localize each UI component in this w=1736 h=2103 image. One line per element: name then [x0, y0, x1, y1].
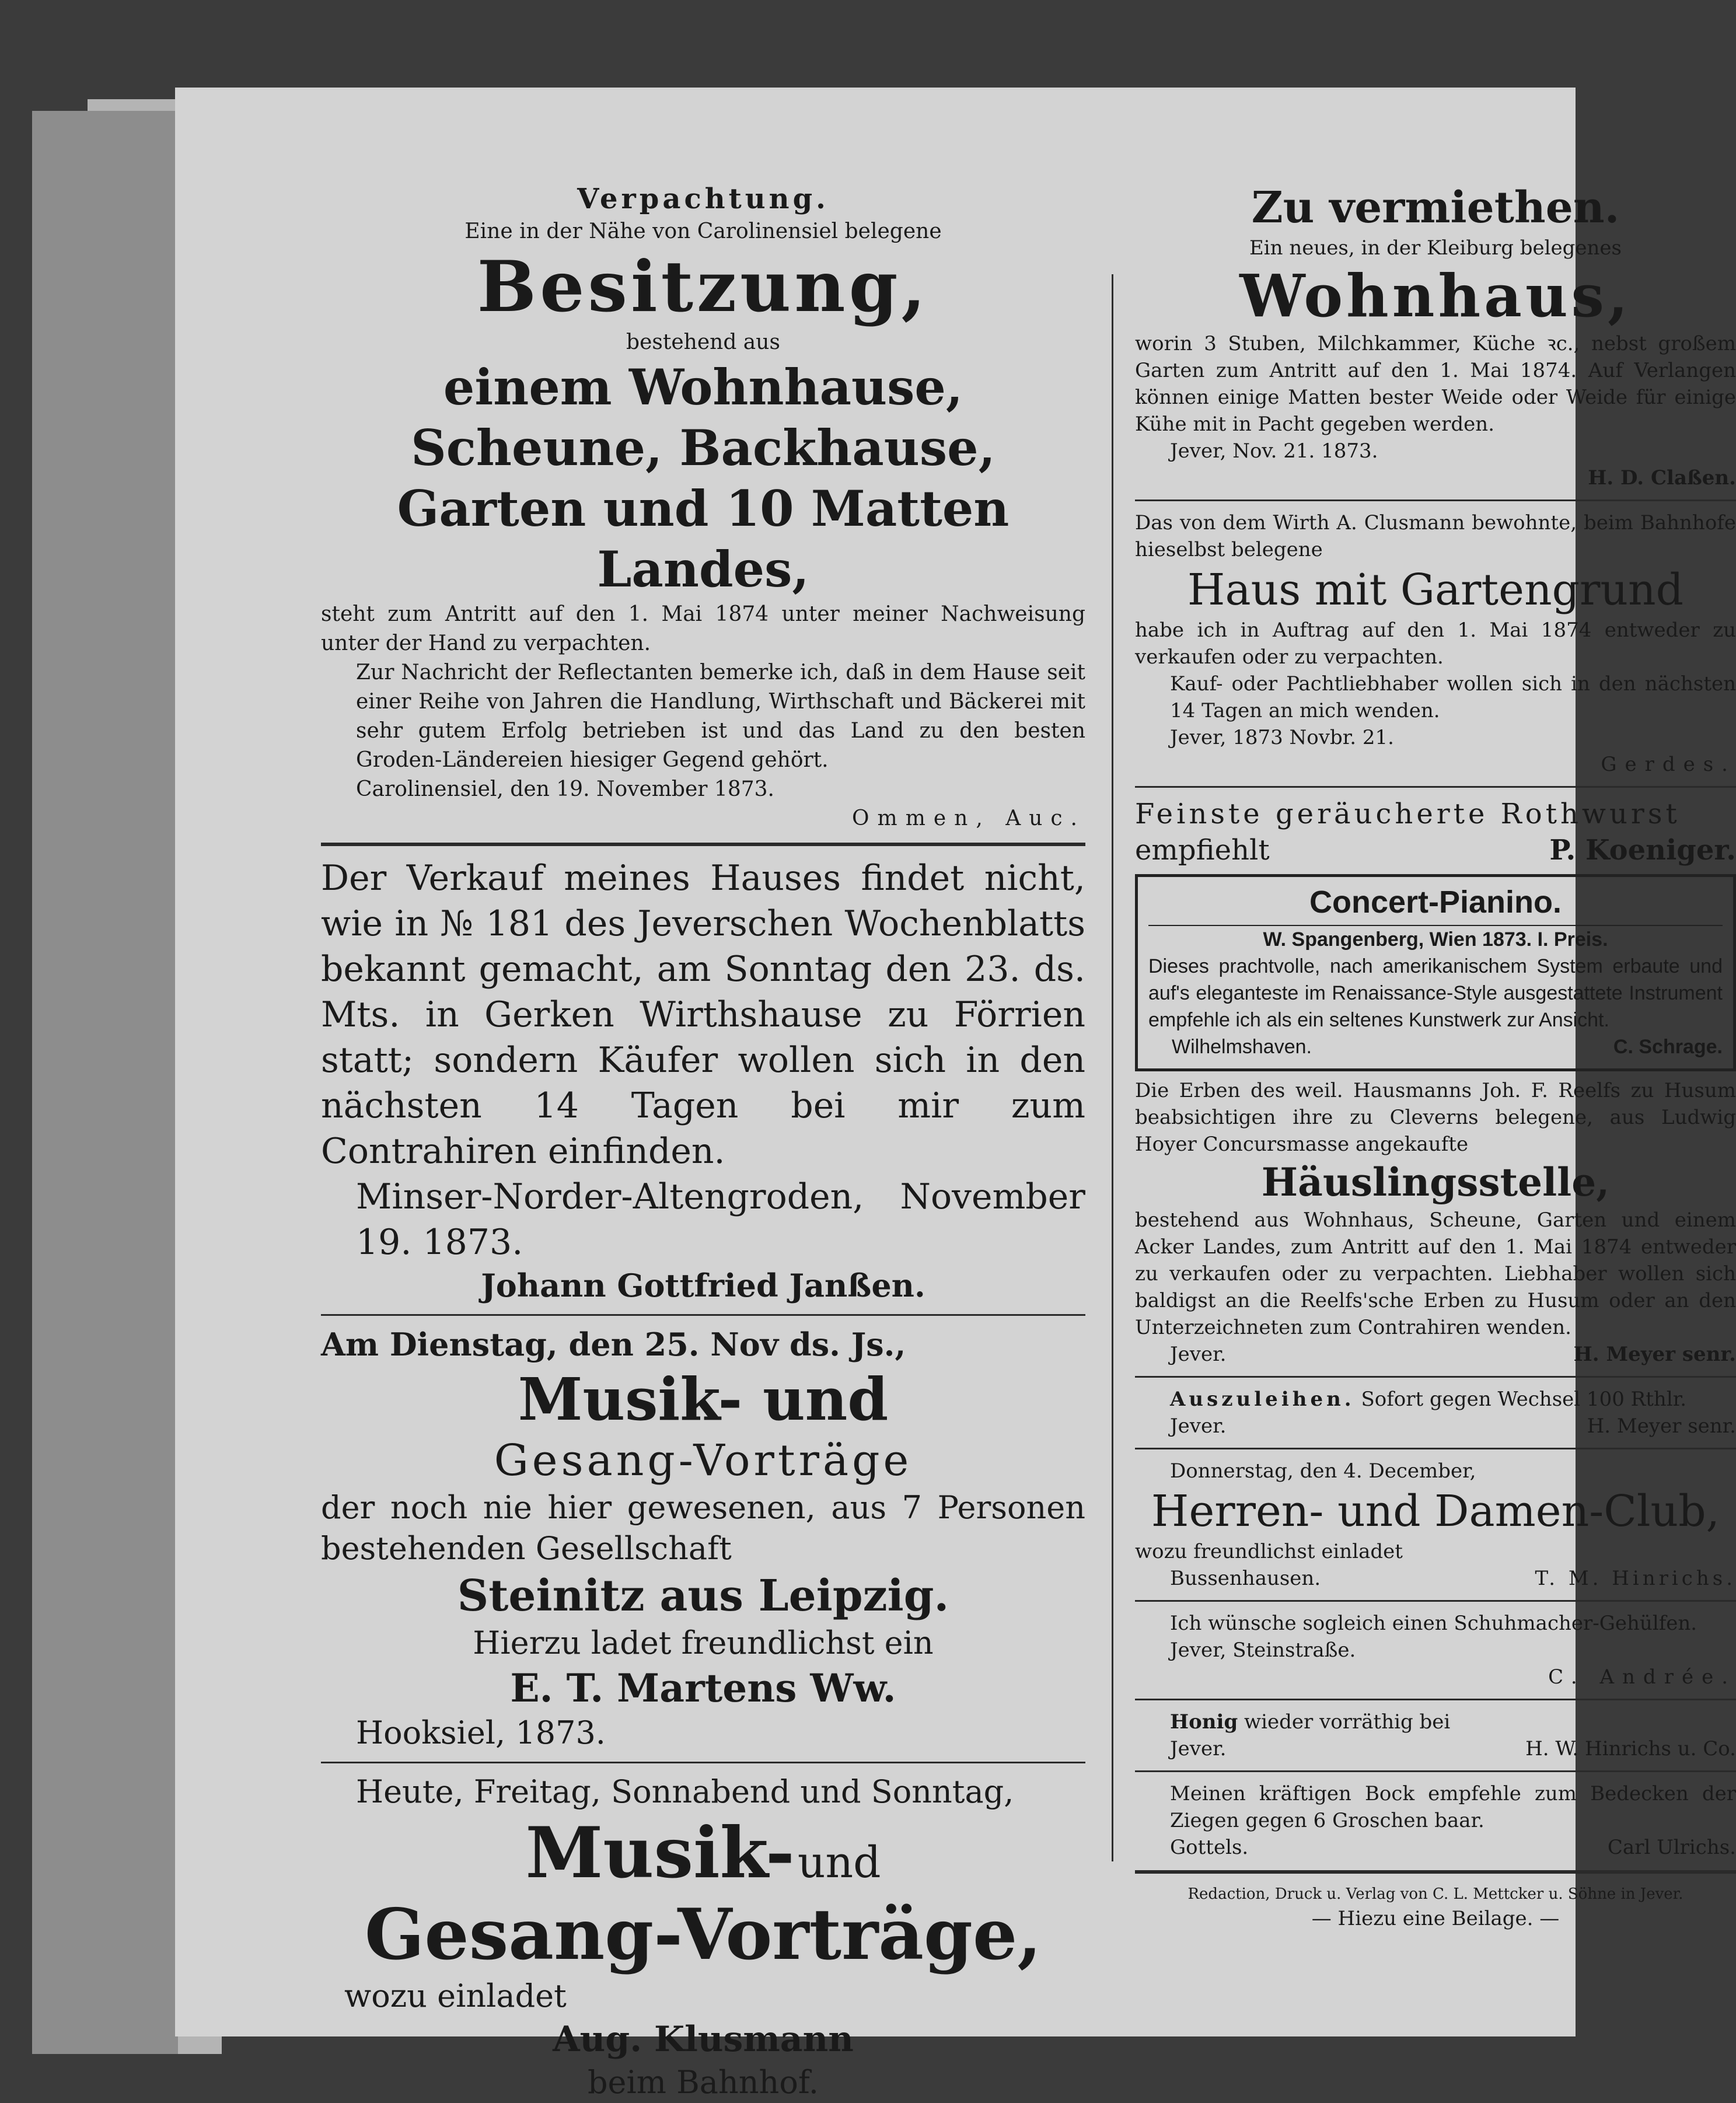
ad-signature: T. M. Hinrichs. [1535, 1567, 1736, 1590]
ad-place: Jever. [1170, 1414, 1227, 1438]
ad-zu-vermiethen [1135, 181, 1736, 491]
ad-place: Jever. [1170, 1737, 1227, 1760]
ad-body: Der Verkauf meines Hauses findet nicht, wie in № 181 des Jeverschen Wochenblatts bekannt gemacht, am Sonntag den 23. ds. Mts. in Gerken Wirthshause zu Förrien statt; sondern Käufer wollen sich in den nächsten 14 Tagen bei mir zum Contrahiren einfinden. [321, 858, 1085, 1172]
ad-bock [1135, 1780, 1736, 1861]
ad-body-row [1135, 1709, 1736, 1735]
ad-body: worin 3 Stuben, Milchkammer, Küche ꝛc., nebst großem Garten zum Antritt auf den 1. Mai 1874. Auf Verlangen können einige Matten bester Weide oder Weide für einige Kühe mit in Pacht gegeben werden. [1135, 332, 1736, 436]
ad-body: wieder vorräthig bei [1244, 1710, 1451, 1734]
ad-signature: Johann Gottfried Janßen. [481, 1267, 925, 1304]
ad-headline: Herren- und Damen-Club, [1151, 1486, 1720, 1536]
ad-body: steht zum Antritt auf den 1. Mai 1874 unter meiner Nachweisung unter der Hand zu verpachten. [321, 602, 1085, 655]
ad-body-row [1135, 1386, 1736, 1413]
ad-title: Concert-Pianino. [1309, 885, 1562, 920]
ad-signature: Carl Ulrichs. [1607, 1836, 1736, 1859]
ad-headline: Häuslingsstelle, [1261, 1159, 1610, 1205]
ad-line: Feinste geräucherte Rothwurst [1135, 798, 1681, 830]
ad-body: bestehend aus Wohnhaus, Scheune, Garten und einem Acker Landes, zum Antritt auf den 1. Mai 1874 entweder zu verkaufen oder zu verpachten. Liebhaber wollen sich baldigst an die Reelfs'sche Erben zu Husum oder an den Unterzeichneten zum Contrahiren wenden. [1135, 1208, 1736, 1339]
ad-separator [1135, 499, 1736, 501]
ad-haus-gartengrund [1135, 509, 1736, 778]
ad-signature: H. Meyer senr. [1587, 1414, 1736, 1438]
imprint: Redaction, Druck u. Verlag von C. L. Mettcker u. Söhne in Jever. [1187, 1885, 1683, 1903]
ad-signature: P. Koeniger. [1549, 834, 1736, 867]
ad-verpachtung [321, 181, 1085, 833]
ad-item: Scheune, Backhause, [411, 419, 996, 477]
ad-separator [321, 1314, 1085, 1316]
ad-title: Verpachtung. [577, 183, 829, 215]
ad-headline: Musik- und [518, 1365, 889, 1434]
ad-konzert-klusmann [321, 1772, 1085, 2103]
ad-title: Auszuleihen. [1170, 1388, 1355, 1411]
ad-item: Garten und 10 Matten [397, 480, 1010, 537]
ad-body: Dieses prachtvolle, nach amerikanischem System erbaute und auf's eleganteste im Renaissance-Style ausgestattete Instrument empfehle ich als ein seltenes Kunstwerk zur Ansicht. [1148, 955, 1723, 1031]
newspaper-page [175, 88, 1736, 2101]
ad-signature: H. Meyer senr. [1573, 1343, 1736, 1366]
ad-footer-row [1135, 1834, 1736, 1861]
ad-haeuslingsstelle [1135, 1077, 1736, 1368]
ad-separator [1135, 1770, 1736, 1772]
ad-konzert-martens [321, 1324, 1085, 1753]
ad-footer-row [1148, 1033, 1723, 1060]
ad-signature: C. Schrage. [1613, 1036, 1723, 1058]
ad-headline: Haus mit Gartengrund [1187, 565, 1684, 615]
page-footer [1135, 1883, 1736, 1932]
ad-headline-und: und [797, 1837, 881, 1888]
ad-footer-row [1135, 1565, 1736, 1592]
right-column [1135, 181, 1736, 1932]
ad-date-line: Am Dienstag, den 25. Nov ds. Js., [321, 1326, 906, 1363]
ad-headline: Wohnhaus, [1239, 261, 1632, 330]
ad-invite: wozu einladet [344, 1978, 567, 2014]
ad-place: Gottels. [1170, 1836, 1249, 1859]
ad-separator [1135, 786, 1736, 788]
ad-body: Kauf- oder Pachtliebhaber wollen sich in den nächsten 14 Tagen an mich wenden. [1170, 672, 1736, 722]
ad-footer-row [1135, 1735, 1736, 1762]
ad-intro: Ein neues, in der Kleiburg belegenes [1249, 236, 1622, 260]
ad-place: Bussenhausen. [1170, 1567, 1321, 1590]
ad-invite: wozu freundlichst einladet [1135, 1540, 1403, 1563]
ad-separator [1135, 1600, 1736, 1602]
ad-place-date: Jever, Nov. 21. 1873. [1170, 439, 1378, 463]
ad-headline: Gesang-Vorträge [494, 1435, 913, 1486]
ad-item: Landes, [597, 540, 809, 598]
ad-line: empfiehlt [1135, 834, 1270, 867]
ad-place-date: Minser-Norder-Altengroden, November 19. 1873. [356, 1176, 1085, 1263]
ad-body: Zur Nachricht der Reflectanten bemerke ich, daß in dem Hause seit einer Reihe von Jahren die Handlung, Wirthschaft und Bäckerei mit sehr gutem Erfolg betrieben ist und das Land zu den besten Groden-Ländereien hiesiger Gegend gehört. [356, 661, 1085, 772]
ad-headline: Gesang-Vorträge, [364, 1894, 1042, 1976]
ad-signature: Ommen, Auc. [852, 806, 1085, 830]
ad-headline: Musik- [525, 1812, 795, 1894]
ad-signature: Gerdes. [1601, 753, 1736, 776]
ad-place: Jever, Steinstraße. [1170, 1639, 1356, 1662]
ad-place-date: Jever, 1873 Novbr. 21. [1170, 726, 1394, 749]
ad-concert-pianino [1135, 874, 1736, 1071]
ad-footer-row [1135, 1341, 1736, 1368]
ad-body: der noch nie hier gewesenen, aus 7 Personen bestehenden Gesellschaft [321, 1489, 1085, 1567]
ad-headline-row [321, 1812, 1085, 1894]
ad-body: habe ich in Auftrag auf den 1. Mai 1874 entweder zu verkaufen oder zu verpachten. [1135, 619, 1736, 669]
ad-line-row [1135, 832, 1736, 868]
supplement-note: — Hiezu eine Beilage. — [1311, 1907, 1560, 1930]
ad-maker: W. Spangenberg, Wien 1873. I. Preis. [1263, 928, 1608, 951]
ad-auszuleihen [1135, 1386, 1736, 1440]
ad-separator [321, 1762, 1085, 1763]
ad-signature: Aug. Klusmann [553, 2019, 854, 2060]
ad-signature: H. W. Hinrichs u. Co. [1525, 1737, 1736, 1760]
ad-separator [1135, 1699, 1736, 1700]
ad-intro: Das von dem Wirth A. Clusmann bewohnte, beim Bahnhofe hieselbst belegene [1135, 511, 1736, 561]
footer-separator [1135, 1870, 1736, 1874]
ad-days: Heute, Freitag, Sonnabend und Sonntag, [356, 1773, 1014, 1810]
ad-separator [321, 843, 1085, 846]
ad-honig [1135, 1709, 1736, 1762]
ad-headline: Besitzung, [477, 246, 930, 328]
ad-invite: Hierzu ladet freundlichst ein [473, 1625, 934, 1661]
ad-item: einem Wohnhause, [443, 358, 963, 416]
left-column [321, 181, 1085, 2103]
ad-separator [1135, 1448, 1736, 1449]
column-divider [1112, 274, 1113, 1861]
ad-separator [1135, 1376, 1736, 1378]
ad-place: Wilhelmshaven. [1172, 1036, 1312, 1058]
ad-date-line: Donnerstag, den 4. December, [1170, 1459, 1476, 1483]
ad-place-date: Carolinensiel, den 19. November 1873. [356, 777, 774, 801]
ad-title: Honig [1170, 1710, 1238, 1734]
ad-intro: Eine in der Nähe von Carolinensiel belegene [464, 219, 942, 243]
ad-place-date: Hooksiel, 1873. [356, 1714, 606, 1751]
ad-schuhmacher [1135, 1610, 1736, 1690]
ad-body: Ich wünsche sogleich einen Schuhmacher-Gehülfen. [1170, 1612, 1697, 1635]
ad-signature: E. T. Martens Ww. [510, 1665, 896, 1711]
ad-rothwurst [1135, 796, 1736, 868]
ad-sub: bestehend aus [626, 330, 780, 354]
ad-intro: Die Erben des weil. Hausmanns Joh. F. Reelfs zu Husum beabsichtigen ihre zu Cleverns belegene, aus Ludwig Hoyer Concursmasse angekaufte [1135, 1079, 1736, 1156]
ad-troupe: Steinitz aus Leipzig. [457, 1571, 949, 1621]
ad-footer-row [1135, 1413, 1736, 1440]
book-spine-edge [32, 111, 178, 2054]
ad-signature: H. D. Claßen. [1588, 466, 1736, 490]
ad-place: Jever. [1170, 1343, 1227, 1366]
ad-body: Sofort gegen Wechsel 100 Rthlr. [1361, 1388, 1687, 1411]
ad-herren-damen-club [1135, 1458, 1736, 1592]
ad-location: beim Bahnhof. [587, 2064, 819, 2101]
ad-signature: C. Andrée. [1548, 1665, 1736, 1689]
ad-body: Meinen kräftigen Bock empfehle zum Bedecken der Ziegen gegen 6 Groschen baar. [1170, 1782, 1736, 1832]
ad-hausverkauf [321, 855, 1085, 1306]
ad-title: Zu vermiethen. [1251, 183, 1620, 233]
